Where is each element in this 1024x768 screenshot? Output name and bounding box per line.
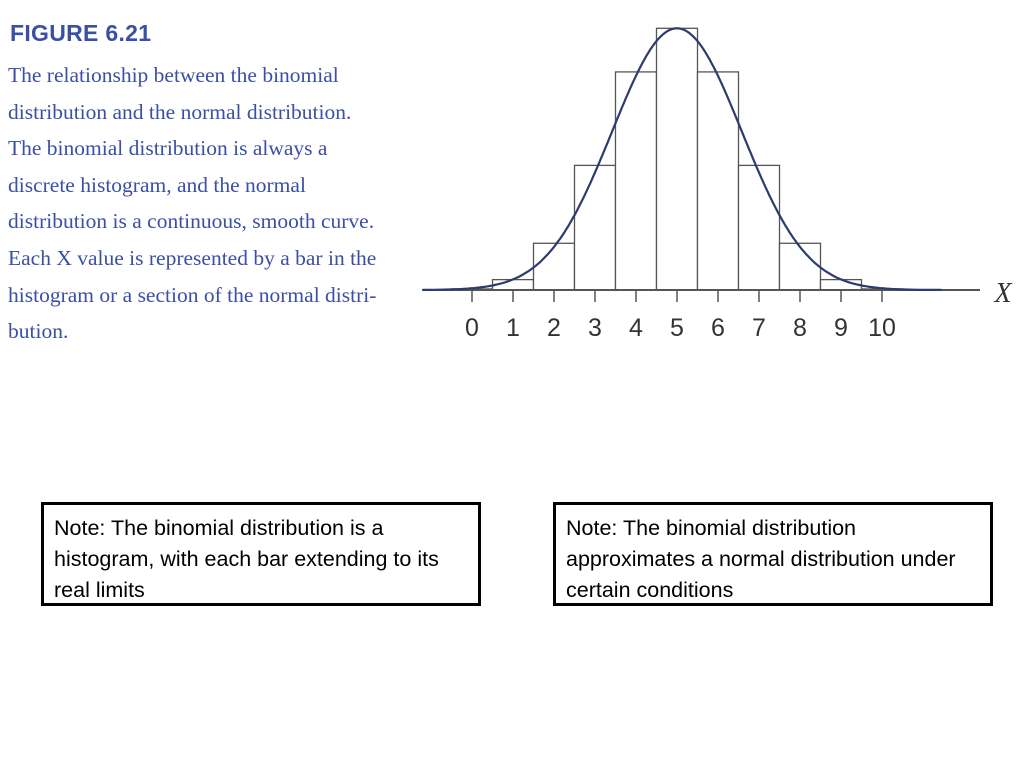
bar-6	[698, 72, 739, 290]
bar-2	[534, 243, 575, 290]
figure-caption-text: The relationship between the binomial distribution and the normal distribution. The binomial distribution is always a discrete histogram, and the normal distribution is a continuous, smooth curve. Each X value is represented by a bar in the histogram or a section of the normal distri-bution.	[8, 63, 377, 344]
x-tick-label-8: 8	[793, 314, 807, 342]
x-axis-label: X	[994, 278, 1012, 309]
x-tick-label-10: 10	[868, 314, 896, 342]
x-tick-label-3: 3	[588, 314, 602, 342]
figure-caption	[8, 14, 388, 350]
binomial-normal-chart	[410, 0, 1024, 360]
x-tick-label-2: 2	[547, 314, 561, 342]
bar-3	[575, 165, 616, 290]
bar-5	[657, 28, 698, 290]
x-tick-label-4: 4	[629, 314, 643, 342]
note-box-left	[41, 502, 481, 606]
figure-label: FIGURE 6.21	[10, 20, 152, 46]
note-box-right	[553, 502, 993, 606]
bar-8	[780, 243, 821, 290]
x-tick-label-5: 5	[670, 314, 684, 342]
note-left-text: Note: The binomial distribution is a histogram, with each bar extending to its real limits	[54, 516, 439, 602]
chart-svg	[410, 0, 1024, 360]
x-tick-label-9: 9	[834, 314, 848, 342]
x-tick-label-6: 6	[711, 314, 725, 342]
x-tick-label-1: 1	[506, 314, 520, 342]
x-tick-label-0: 0	[465, 314, 479, 342]
bar-4	[616, 72, 657, 290]
note-right-text: Note: The binomial distribution approximates a normal distribution under certain conditions	[566, 516, 956, 602]
x-tick-label-7: 7	[752, 314, 766, 342]
bar-7	[739, 165, 780, 290]
